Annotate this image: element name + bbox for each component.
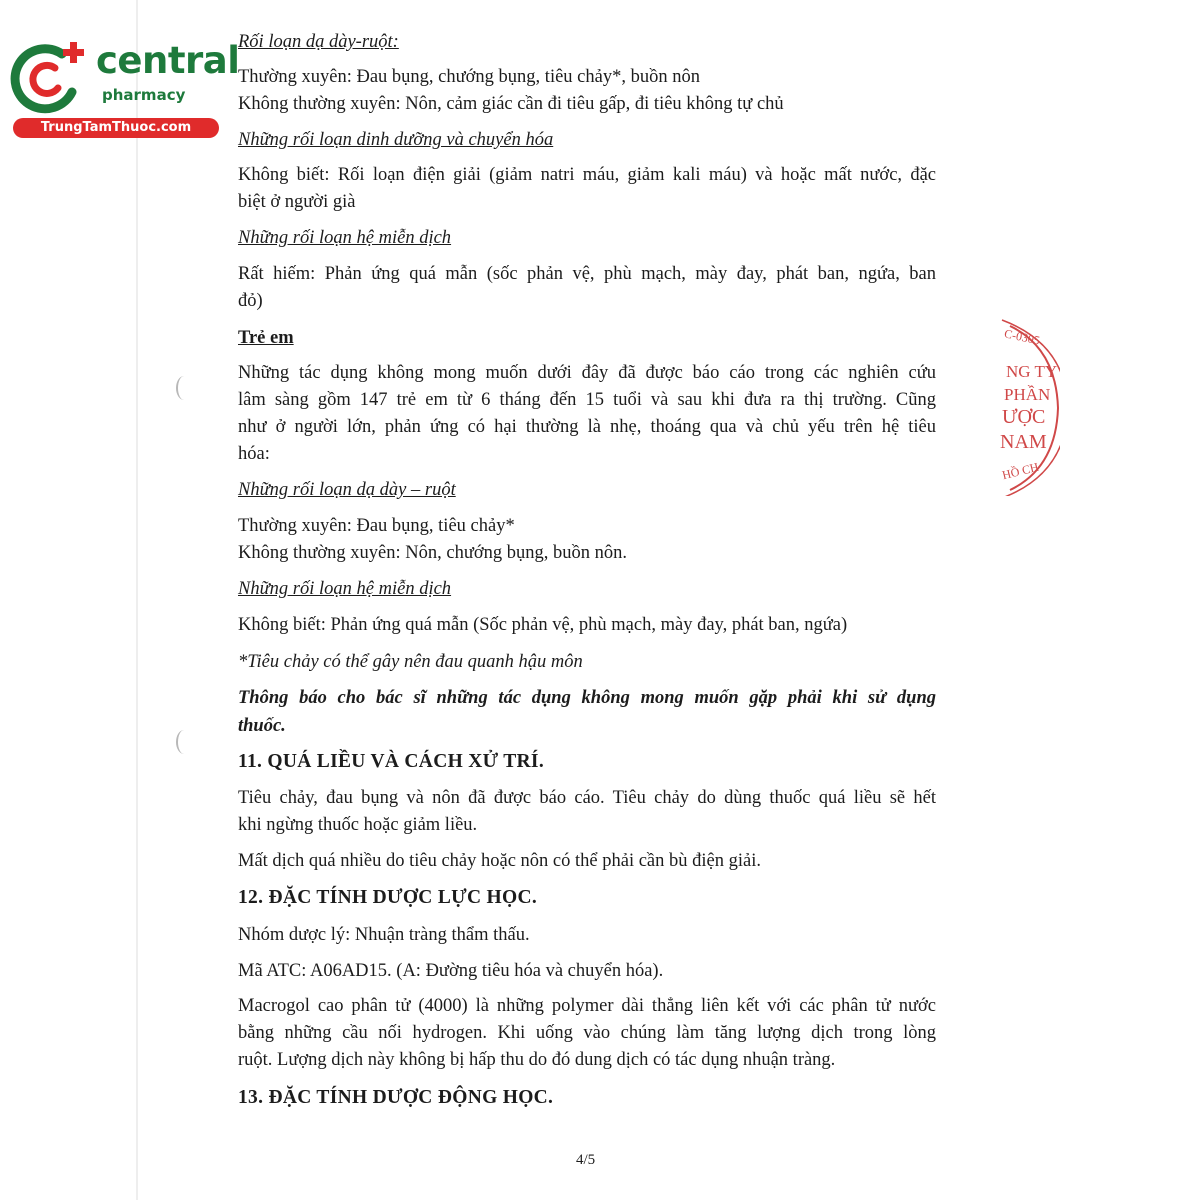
stamp-text: C-0305 (1003, 326, 1042, 348)
body-line: Không thường xuyên: Nôn, cảm giác cần đi tiêu gấp, đi tiêu không tự chủ (238, 94, 784, 114)
body-line: hóa: (238, 444, 270, 464)
body-line: lâm sàng gồm 147 trẻ em từ 6 tháng đến 15 tuổi và sau khi đưa ra thị trường. Cũng (238, 390, 936, 410)
section-subheading: Trẻ em (238, 328, 294, 348)
company-stamp (996, 318, 1060, 496)
subheading: Những rối loạn dạ dày – ruột (238, 480, 456, 500)
scan-hole-mark (176, 376, 192, 400)
body-line: biệt ở người già (238, 192, 356, 212)
scan-hole-mark (176, 730, 192, 754)
stamp-text: NG TY (1006, 362, 1058, 381)
stamp-text: PHẦN (1004, 385, 1051, 404)
body-line: Macrogol cao phân tử (4000) là những polymer dài thẳng liên kết với các phân tử nước (238, 996, 936, 1016)
stamp-text: NAM (1000, 431, 1047, 453)
body-line: Những tác dụng không mong muốn dưới đây đã được báo cáo trong các nghiên cứu (238, 363, 936, 383)
body-line: Không biết: Rối loạn điện giải (giảm natri máu, giảm kali máu) và hoặc mất nước, đặc (238, 165, 936, 185)
stamp-text: HỒ CH (1000, 459, 1041, 483)
body-line: Không biết: Phản ứng quá mẫn (Sốc phản vệ, phù mạch, mày đay, phát ban, ngứa) (238, 615, 848, 635)
subheading: Những rối loạn dinh dưỡng và chuyển hóa (238, 130, 554, 150)
body-line: khi ngừng thuốc hoặc giảm liều. (238, 815, 478, 835)
body-line: như ở người lớn, phản ứng có hại thường là nhẹ, thoáng qua và chủ yếu trên hệ tiêu (238, 417, 936, 437)
central-pharmacy-logo (10, 36, 240, 136)
footnote: *Tiêu chảy có thể gây nên đau quanh hậu môn (238, 652, 583, 672)
brand-website: TrungTamThuoc.com (40, 120, 192, 135)
subheading: Những rối loạn hệ miễn dịch (238, 579, 452, 599)
page-edge (136, 0, 138, 1200)
brand-name: central (96, 39, 240, 82)
stamp-text: ƯỢC (1002, 406, 1046, 428)
brand-subtitle: pharmacy (102, 86, 186, 104)
section-heading: 12. ĐẶC TÍNH DƯỢC LỰC HỌC. (238, 887, 538, 908)
body-line: Mất dịch quá nhiều do tiêu chảy hoặc nôn có thể phải cần bù điện giải. (238, 851, 761, 871)
body-line: Thường xuyên: Đau bụng, chướng bụng, tiêu chảy*, buồn nôn (238, 67, 700, 87)
body-line: bằng những cầu nối hydrogen. Khi uống vào chúng làm tăng lượng dịch trong lòng (238, 1023, 936, 1043)
page-number: 4/5 (576, 1152, 596, 1168)
body-line: ruột. Lượng dịch này không bị hấp thu do đó dung dịch có tác dụng nhuận tràng. (238, 1050, 836, 1070)
section-heading: 11. QUÁ LIỀU VÀ CÁCH XỬ TRÍ. (238, 751, 544, 772)
subheading: Rối loạn dạ dày-ruột: (238, 32, 399, 52)
section-heading: 13. ĐẶC TÍNH DƯỢC ĐỘNG HỌC. (238, 1087, 554, 1108)
pharmacy-cross-icon (10, 40, 92, 116)
notice-line: Thông báo cho bác sĩ những tác dụng không mong muốn gặp phải khi sử dụng (238, 688, 936, 708)
body-line: Mã ATC: A06AD15. (A: Đường tiêu hóa và chuyển hóa). (238, 961, 664, 981)
notice-line: thuốc. (238, 716, 286, 736)
subheading: Những rối loạn hệ miễn dịch (238, 228, 452, 248)
body-line: đỏ) (238, 291, 263, 311)
body-line: Thường xuyên: Đau bụng, tiêu chảy* (238, 516, 515, 536)
body-line: Tiêu chảy, đau bụng và nôn đã được báo cáo. Tiêu chảy do dùng thuốc quá liều sẽ hết (238, 788, 936, 808)
brand-website-bar (13, 118, 219, 138)
body-line: Không thường xuyên: Nôn, chướng bụng, buồn nôn. (238, 543, 628, 563)
body-line: Rất hiếm: Phản ứng quá mẫn (sốc phản vệ, phù mạch, mày đay, phát ban, ngứa, ban (238, 264, 936, 284)
body-line: Nhóm dược lý: Nhuận tràng thẩm thấu. (238, 925, 530, 945)
